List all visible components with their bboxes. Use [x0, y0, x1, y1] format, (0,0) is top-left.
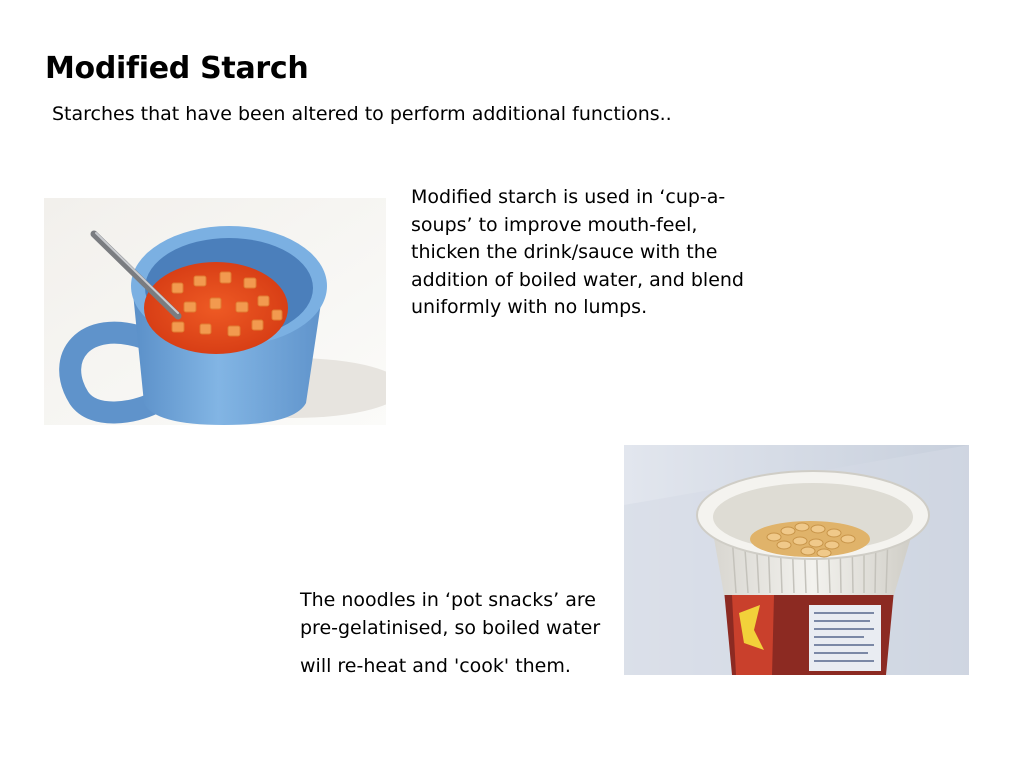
slide-title: Modified Starch — [45, 51, 309, 86]
cup-a-soup-description: Modified starch is used in ‘cup-a-soups’ to improve mouth-feel, thicken the drink/sauce with the addition of boiled water, and blend uniformly with no lumps. — [411, 186, 744, 318]
pot-snack-photo — [624, 445, 969, 675]
slide-subtitle: Starches that have been altered to perform additional functions.. — [52, 103, 672, 125]
pot-snacks-description: The noodles in ‘pot snacks’ are pre-gelatinised, so boiled water — [300, 589, 601, 639]
cup-a-soup-photo — [44, 198, 386, 425]
pot-snacks-description-end: will re-heat and 'cook' them. — [300, 655, 571, 677]
